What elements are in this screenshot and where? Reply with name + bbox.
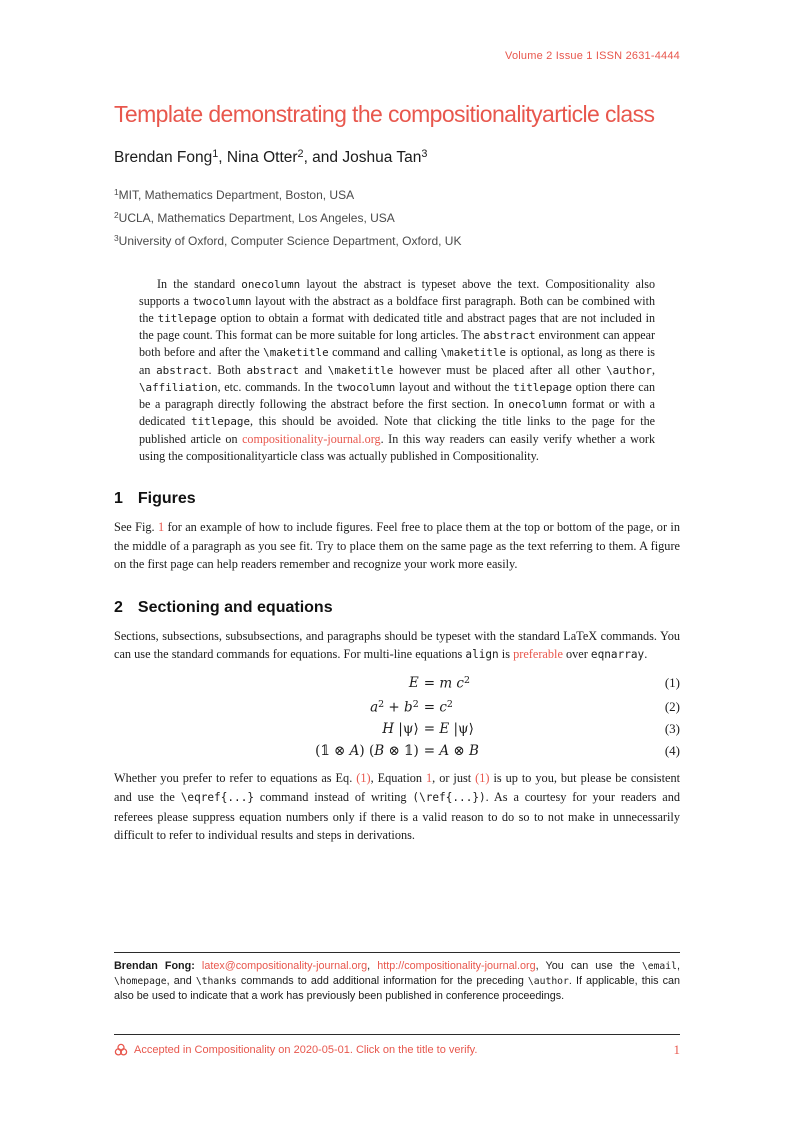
inline-link[interactable]: (1) (356, 771, 371, 786)
text-segment: \author (527, 976, 569, 988)
footer-accepted (114, 1043, 477, 1057)
equation-lhs (370, 695, 419, 717)
inline-link[interactable]: latex@compositionality-journal.org (201, 960, 368, 972)
text-segment: twocolumn (336, 380, 396, 394)
text-segment: \email (641, 961, 677, 972)
text-segment: (\ref{...}) (412, 790, 486, 804)
text-segment: abstract (246, 363, 299, 377)
text-segment: 3 (421, 148, 428, 160)
text-segment: See Fig. (114, 519, 158, 534)
inline-link[interactable]: (1) (475, 771, 490, 786)
text-segment: is up to you, but please be consistent and use the (114, 771, 681, 804)
text-segment: Brendan Fong: (114, 960, 202, 972)
text-segment: A (439, 743, 450, 760)
text-segment: A (349, 743, 360, 760)
text-segment: \maketitle (327, 363, 394, 377)
text-segment: (𝟙 ⊗ (315, 743, 350, 760)
text-segment: eqnarray (590, 648, 645, 662)
text-segment: |ψ⟩ (394, 721, 419, 738)
text-segment: , (676, 960, 680, 972)
equation-number: (4) (664, 743, 680, 759)
text-segment: 2 (412, 699, 419, 711)
text-segment: ⊗ 𝟙) (384, 743, 419, 760)
text-segment: Sections, subsections, subsubsections, and paragraphs should be typeset with the standard LaTeX commands. You can use the standard commands for equations. For multi-line equations (114, 628, 680, 662)
text-segment: E (439, 721, 450, 738)
author-list (114, 145, 680, 167)
text-segment: 1 (114, 186, 119, 197)
text-segment: 2 (297, 148, 304, 160)
accepted-line[interactable]: Accepted in Compositionality on 2020-05-01. Click on the title to verify. (134, 1044, 478, 1056)
equation-lhs (315, 741, 419, 761)
text-segment: 3 (114, 233, 119, 244)
inline-link[interactable]: preferable (513, 647, 563, 662)
equation-block (114, 671, 680, 762)
text-segment: c (439, 699, 447, 716)
text-segment: = (423, 743, 440, 760)
text-segment: , (651, 362, 655, 377)
footnote-text (114, 959, 680, 1004)
text-segment: command instead of writing (254, 789, 413, 804)
inline-link[interactable]: 1 (157, 519, 165, 534)
text-segment: 2 (463, 674, 470, 686)
text-segment: and (298, 362, 328, 377)
footnote (114, 952, 680, 1004)
text-segment: is (498, 647, 514, 662)
text-segment: , and Joshua Tan (303, 148, 422, 166)
equation-rhs (424, 719, 474, 739)
text-segment: twocolumn (192, 294, 252, 308)
affiliation-line (114, 205, 680, 228)
text-segment: \maketitle (440, 346, 507, 360)
text-segment: abstract (156, 363, 209, 377)
affiliation-list (114, 182, 680, 252)
article-title[interactable]: Template demonstrating the compositionalityarticle class (114, 101, 655, 127)
text-segment: environment can appear both before and after the (139, 328, 656, 360)
compositionality-logo-icon (114, 1043, 128, 1057)
text-segment: m c (439, 675, 464, 692)
text-segment: ⊗ (449, 743, 469, 760)
text-segment: over (562, 647, 591, 662)
equation-rhs (424, 741, 479, 761)
text-segment: onecolumn (241, 277, 301, 291)
text-segment: 2 (378, 699, 385, 711)
text-segment: . If applicable, this can also be used to indicate that a work has previously been published in conference proceedings. (114, 975, 681, 1003)
text-segment: layout with the abstract as a boldface first paragraph. Both can be combined with the (139, 293, 655, 326)
text-segment: titlepage (191, 415, 250, 429)
equation-lhs (382, 719, 418, 739)
text-segment: Brendan Fong (114, 148, 213, 166)
equation-number: (3) (664, 721, 680, 737)
text-segment: \thanks (195, 976, 237, 988)
affiliation-line (114, 182, 680, 205)
text-segment: titlepage (157, 312, 217, 326)
text-segment: . (644, 647, 648, 662)
text-segment: b (404, 699, 413, 716)
text-segment: University of Oxford, Computer Science Department, Oxford, UK (118, 234, 462, 249)
equation-reference-paragraph (114, 769, 680, 844)
text-segment: \affiliation (139, 380, 218, 394)
text-segment: In the standard (157, 276, 242, 291)
text-segment: 1 (212, 148, 219, 160)
equation-number: (1) (664, 675, 680, 691)
journal-issue-line: Volume 2 Issue 1 ISSN 2631-4444 (505, 50, 680, 62)
text-segment: format or with a dedicated (139, 397, 655, 429)
section-title: Figures (137, 489, 196, 507)
text-segment: E (408, 675, 419, 692)
text-segment: , Nina Otter (218, 148, 298, 166)
text-segment: . In this way readers can easily verify whether a work using the compositionalityarticle class was actually published in Compositionality. (139, 431, 655, 463)
text-segment: option there can be a paragraph directly following the abstract before the first section. In (139, 379, 655, 412)
text-segment: option to obtain a format with dedicated title and abstract pages that are not included in the page count. This format can be more suitable for long articles. The (139, 311, 655, 343)
page-footer (114, 1034, 680, 1058)
text-segment: , etc. commands. In the (217, 379, 337, 394)
text-segment: , or just (432, 771, 476, 786)
text-segment: \maketitle (263, 346, 329, 360)
text-segment: titlepage (513, 380, 573, 394)
text-segment: is optional, as long as there is an (139, 345, 656, 377)
text-segment: . As a courtesy for your readers and referees please suppress equation numbers only if there is a valid reason to do so to not make in unnecessarily difficult to refer to individual results and steps in derivations. (114, 789, 680, 843)
text-segment: B (468, 743, 479, 760)
section-number: 2 (114, 598, 123, 616)
text-segment: . Both (208, 362, 247, 377)
text-segment: command and calling (328, 345, 441, 360)
text-segment: , this should be avoided. Note that clicking the title links to the page for the published article on (139, 414, 655, 446)
text-segment: , Equation (370, 771, 426, 786)
text-segment: for an example of how to include figures. Feel free to place them at the top or bottom of the page, or in the middle of a paragraph as you see fit. Try to place them on the same page as the text referring to them. A figure on the first page can help readers remember and recognize your work more easily. (114, 519, 680, 572)
text-segment: H (382, 721, 395, 738)
equation-lhs (409, 673, 419, 693)
text-segment: MIT, Mathematics Department, Boston, USA (118, 187, 355, 202)
text-segment: \eqref{...} (180, 790, 255, 804)
text-segment: UCLA, Mathematics Department, Los Angeles, USA (118, 210, 395, 225)
equation-number: (2) (664, 699, 680, 715)
text-segment: , You can use the (535, 960, 642, 972)
text-segment: \author (606, 363, 652, 377)
inline-link[interactable]: compositionality-journal.org (242, 431, 381, 446)
inline-link[interactable]: http://compositionality-journal.org (377, 960, 536, 972)
section-title: Sectioning and equations (137, 598, 333, 616)
affiliation-line (114, 228, 680, 251)
figures-paragraph (114, 518, 680, 574)
text-segment: Whether you prefer to refer to equations as Eq. (114, 771, 357, 786)
text-segment: layout and without the (395, 379, 514, 394)
text-segment: abstract (483, 329, 536, 343)
inline-link[interactable]: 1 (426, 771, 433, 786)
section-number: 1 (114, 489, 123, 507)
abstract-paragraph (139, 276, 655, 465)
equation-rhs (424, 695, 453, 717)
text-segment: = (423, 699, 440, 716)
text-segment: onecolumn (508, 398, 568, 412)
section-heading-sectioning-and-equations (114, 598, 680, 617)
text-segment: + (384, 699, 405, 716)
text-segment: a (370, 699, 379, 716)
text-segment: layout the abstract is typeset above the text. Compositionality also supports a (139, 276, 655, 308)
page-number: 1 (673, 1042, 680, 1057)
text-segment: align (465, 648, 499, 662)
text-segment: , and (166, 975, 196, 988)
text-segment: , (367, 960, 378, 972)
text-segment: = (423, 675, 440, 692)
text-segment: 2 (114, 210, 119, 221)
text-segment: \homepage (114, 976, 167, 988)
section-heading-figures (114, 489, 680, 508)
text-segment: commands to add additional information for the preceding (236, 975, 528, 988)
text-segment: |ψ⟩ (449, 721, 474, 738)
text-segment: ) ( (359, 743, 375, 760)
text-segment: however must be placed after all other (393, 362, 607, 377)
equation-rhs (424, 671, 470, 693)
text-segment: B (374, 743, 385, 760)
sectioning-paragraph (114, 627, 680, 665)
text-segment: 2 (446, 699, 453, 711)
text-segment: = (423, 721, 440, 738)
